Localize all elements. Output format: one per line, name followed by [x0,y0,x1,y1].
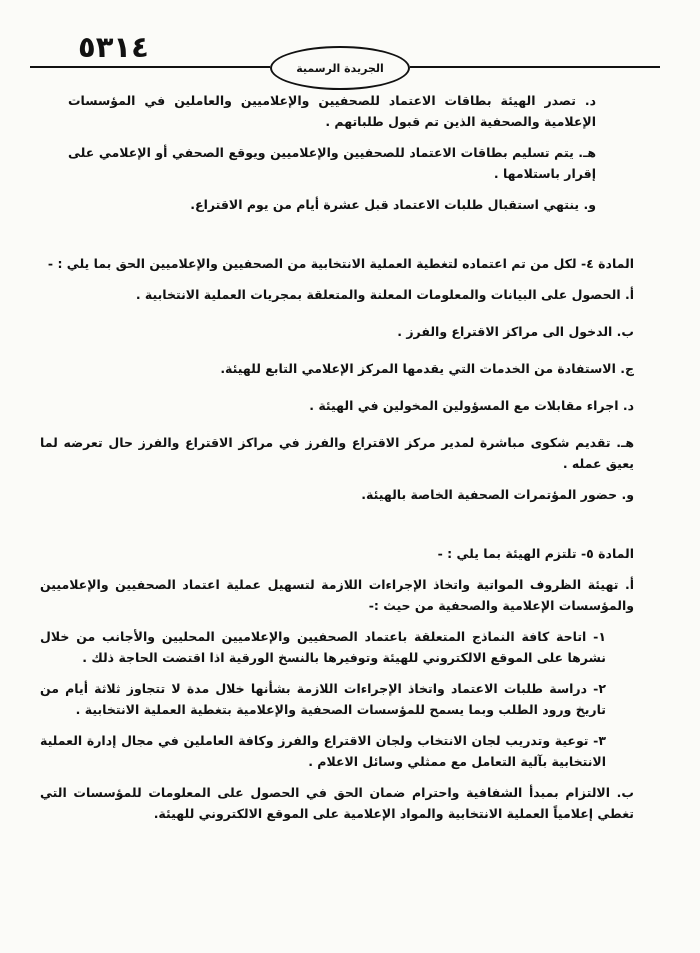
article-4-item-d: د. اجراء مقابلات مع المسؤولين المخولين في الهيئة . [309,398,634,413]
header-rule-right [410,66,660,68]
item-waw: و. ينتهي استقبال طلبات الاعتماد قبل عشرة أيام من يوم الاقتراع. [190,197,596,212]
article-4-item-a: أ. الحصول على البيانات والمعلومات المعلنة والمتعلقة بمجريات العملية الانتخابية . [135,287,634,302]
header-rule-left [30,66,270,68]
article-5-item-b: ب. الالتزام بمبدأ الشفافية واحترام ضمان الحق في الحصول على المعلومات للمؤسسات التي تغطي إعلامياً العملية الانتخابية والمواد الإعلامية على الموقع الالكتروني للهيئة. [40,785,634,821]
article-5-subitem-1: ١- اتاحة كافة النماذج المتعلقة باعتماد الصحفيين والإعلاميين المحليين والأجانب من خلال نشرها على الموقع الالكتروني للهيئة وتوفيرها بالنسخ الورقية اذا اقتضت الحاجة ذلك . [40,629,606,665]
article-4-item-b: ب. الدخول الى مراكز الاقتراع والفرز . [397,324,634,339]
page-number: ٥٣١٤ [78,30,149,64]
article-5-subitem-3: ٣- توعية وتدريب لجان الانتخاب ولجان الاقتراع والفرز وكافة العاملين في مجال إدارة العملية الانتخابية بآلية التعامل مع ممثلي وسائل الاعلام . [40,733,606,769]
item-ha: هـ. يتم تسليم بطاقات الاعتماد للصحفيين والإعلاميين ويوقع الصحفي أو الإعلامي على إقرار باستلامها . [68,145,596,181]
item-dal: د. تصدر الهيئة بطاقات الاعتماد للصحفيين والإعلاميين والعاملين في المؤسسات الإعلامية والصحفية الذين تم قبول طلباتهم . [68,93,596,129]
article-4-item-f: و. حضور المؤتمرات الصحفية الخاصة بالهيئة. [361,487,634,502]
article-5-item-a: أ. تهيئة الظروف المواتية واتخاذ الإجراءات اللازمة لتسهيل عملية اعتماد الصحفيين والإعلاميين والمؤسسات الإعلامية والصحفية من حيث :- [40,577,634,613]
article-4-item-c: ج. الاستفادة من الخدمات التي يقدمها المركز الإعلامي التابع للهيئة. [220,361,634,376]
article-4-heading: المادة ٤- لكل من تم اعتماده لتغطية العملية الانتخابية من الصحفيين والإعلاميين الحق بما يلي : - [47,256,634,271]
article-5-heading: المادة ٥- تلتزم الهيئة بما يلي : - [437,546,634,561]
article-5-subitem-2: ٢- دراسة طلبات الاعتماد واتخاذ الإجراءات اللازمة بشأنها خلال مدة لا تتجاوز ثلاثة أيام من تاريخ ورود الطلب وبما يسمح للمؤسسات الصحفية والإعلامية بتغطية العملية الانتخابية . [40,681,606,717]
article-4-item-e: هـ. تقديم شكوى مباشرة لمدير مركز الاقتراع والفرز في مراكز الاقتراع والفرز حال تعرضه لما يعيق عمله . [40,435,634,471]
gazette-seal: الجريدة الرسمية [270,46,410,90]
page-body [40,90,634,824]
